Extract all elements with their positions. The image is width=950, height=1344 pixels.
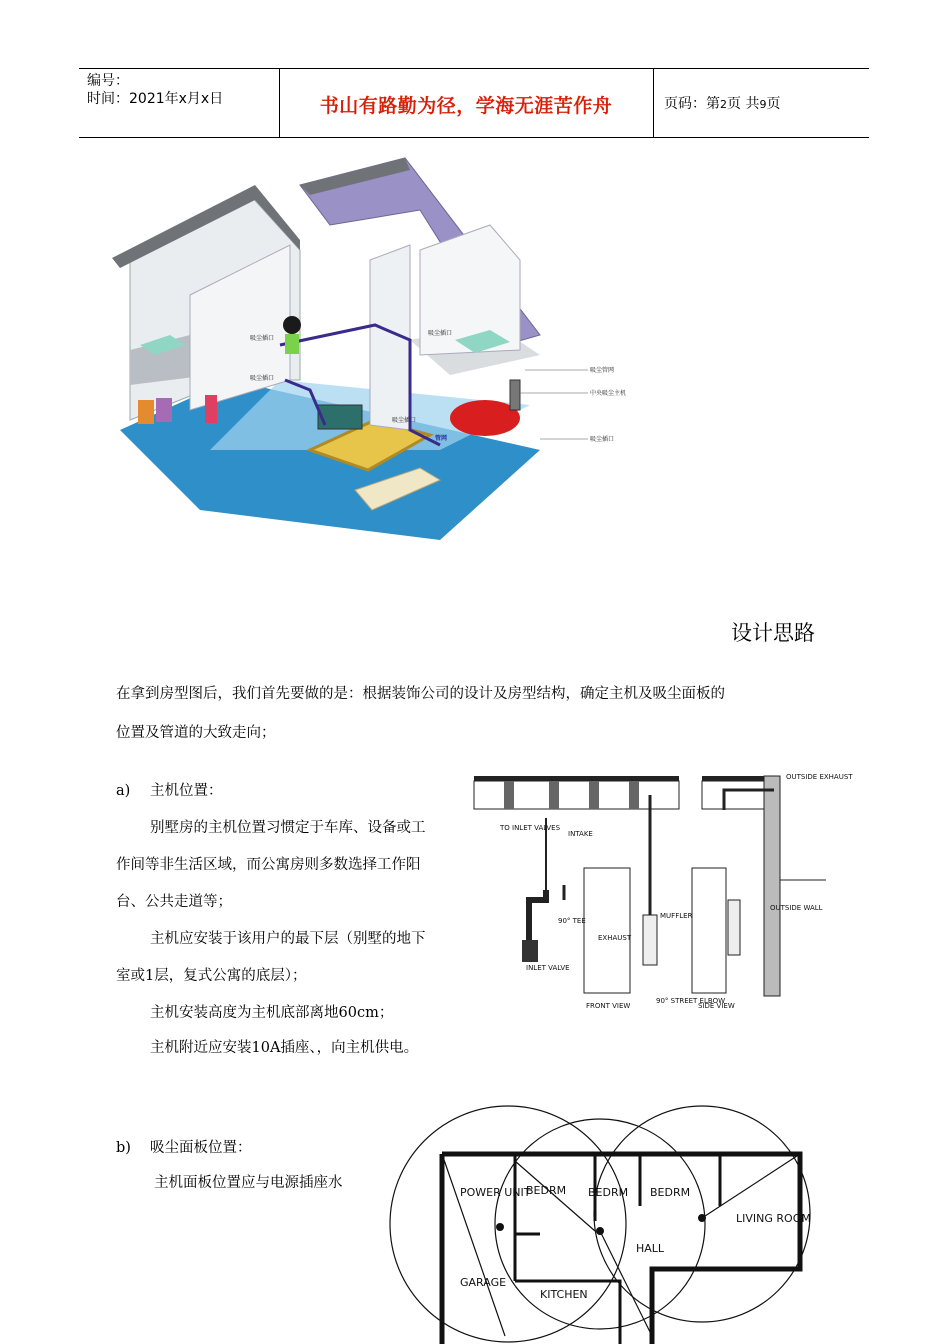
inlet-label-c: 吸尘插口 xyxy=(250,375,275,382)
item-a-line-2: 作间等非生活区域，而公寓房则多数选择工作阳 xyxy=(116,857,421,873)
floorplan-diagram xyxy=(390,1106,840,1344)
room-living-room: LIVING ROOM xyxy=(736,1212,811,1225)
header-motto: 书山有路勤为径，学海无涯苦作舟 xyxy=(319,95,613,117)
person-head xyxy=(283,316,301,334)
person-body xyxy=(285,334,299,354)
coverage-circle-1 xyxy=(390,1106,629,1342)
item-b-marker: b) xyxy=(116,1140,131,1156)
label-front-view: FRONT VIEW xyxy=(586,1002,631,1010)
label-outside-exhaust: OUTSIDE EXHAUST xyxy=(786,773,853,781)
item-a-line-4: 主机应安装于该用户的最下层（别墅的地下 xyxy=(150,931,426,947)
item-a-line-6: 主机安装高度为主机底部离地60cm； xyxy=(150,1005,394,1021)
room-power-unit: POWER UNIT xyxy=(460,1186,531,1199)
inlet-label-b: 吸尘插口 xyxy=(428,330,453,337)
label-exhaust: EXHAUST xyxy=(598,934,632,942)
item-a-title: 主机位置： xyxy=(150,783,223,799)
page-total: 9 xyxy=(759,98,767,111)
page-suffix: 页 xyxy=(766,96,781,112)
label-inlet-valve: INLET VALVE xyxy=(526,964,570,972)
box-orange xyxy=(138,400,154,424)
room-kitchen: KITCHEN xyxy=(540,1288,588,1301)
item-a-line-1: 别墅房的主机位置习惯定于车库、设备或工 xyxy=(150,820,426,836)
page-header xyxy=(79,68,869,138)
label-to-inlet-valves: TO INLET VALVES xyxy=(500,824,561,832)
page-prefix: 页码：第 xyxy=(664,96,720,112)
callout-central-unit: 中央吸尘主机 xyxy=(590,390,627,397)
ceiling-line-side xyxy=(702,776,772,781)
inlet-pipe xyxy=(529,890,546,940)
joist-blocks-front xyxy=(504,781,639,809)
inlet-label-a: 吸尘插口 xyxy=(250,335,275,342)
muffler-side xyxy=(728,900,740,955)
interior-walls xyxy=(515,1154,720,1344)
intro-line-2: 位置及管道的大致走向； xyxy=(116,725,276,741)
power-unit-front xyxy=(584,868,630,993)
callout-inlet: 吸尘插口 xyxy=(590,436,615,443)
reach-line-1 xyxy=(442,1154,505,1336)
item-a-marker: a) xyxy=(116,783,131,799)
section-title: 设计思路 xyxy=(731,621,815,645)
header-meta-cell xyxy=(79,69,280,137)
page-number xyxy=(664,93,780,113)
room-bedrm-3: BEDRM xyxy=(650,1186,691,1199)
inlet-point-2 xyxy=(596,1227,604,1235)
inlet-point-3 xyxy=(698,1214,706,1222)
pipe-label: 管网 xyxy=(435,435,448,442)
house-cutaway-illustration xyxy=(110,150,640,550)
reach-line-3 xyxy=(702,1154,800,1218)
inlet-point-1 xyxy=(496,1223,504,1231)
page-mid: 页 共 xyxy=(727,96,760,112)
central-vacuum-unit xyxy=(510,380,520,410)
item-a-line-7: 主机附近应安装10A插座、，向主机供电。 xyxy=(150,1040,419,1056)
label-side-view: SIDE VIEW xyxy=(698,1002,735,1010)
intro-line-1: 在拿到房型图后，我们首先要做的是：根据装饰公司的设计及房型结构，确定主机及吸尘面板的 xyxy=(116,686,725,702)
callout-pipe-network: 吸尘管网 xyxy=(590,367,615,374)
item-a-line-3: 台、公共走道等； xyxy=(116,894,232,910)
date-label: 时间：2021年x月x日 xyxy=(87,91,224,107)
item-b-title: 吸尘面板位置： xyxy=(150,1140,252,1156)
item-b-line-1: 主机面板位置应与电源插座水 xyxy=(154,1175,343,1191)
box-red xyxy=(205,395,217,423)
ceiling-line-front xyxy=(474,776,679,781)
serial-label: 编号： xyxy=(87,73,129,89)
tv-screen xyxy=(318,405,362,429)
label-tee: 90° TEE xyxy=(558,917,586,925)
item-a-line-5: 室或1层，复式公寓的底层）； xyxy=(116,968,307,984)
room-hall: HALL xyxy=(636,1242,665,1255)
room-bedrm-2: BEDRM xyxy=(588,1186,629,1199)
muffler xyxy=(643,915,657,965)
label-street-elbow: 90° STREET ELBOW xyxy=(656,997,725,1005)
label-outside-wall: OUTSIDE WALL xyxy=(770,904,823,912)
outside-wall xyxy=(764,776,780,996)
box-purple xyxy=(156,398,172,422)
installation-diagram xyxy=(474,770,853,1020)
label-intake: INTAKE xyxy=(568,830,593,838)
power-unit-side xyxy=(692,868,726,993)
room-bedrm-1: BEDRM xyxy=(526,1184,567,1197)
label-muffler: MUFFLER xyxy=(660,912,693,920)
inlet-valve xyxy=(522,940,538,962)
ceiling-joists-side xyxy=(702,781,772,809)
page-current: 2 xyxy=(720,98,727,111)
room-garage: GARAGE xyxy=(460,1276,507,1289)
inlet-label-d: 吸尘插口 xyxy=(392,417,417,424)
